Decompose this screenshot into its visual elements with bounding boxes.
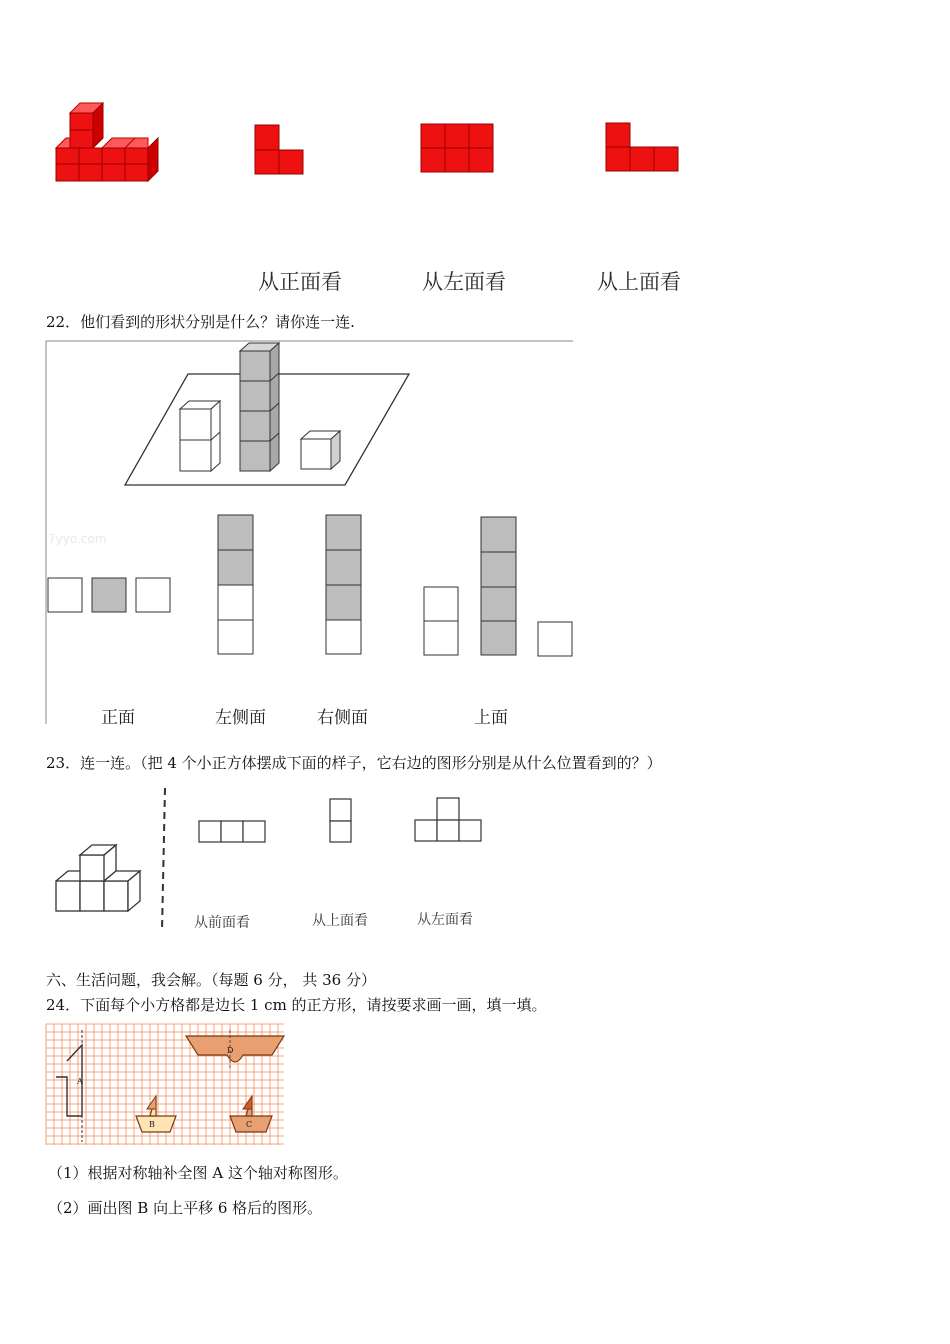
q23-label-front: 从前面看 (194, 915, 250, 931)
question-23-text: 23．连一连。（把 4 个小正方体摆成下面的样子，它右边的图形分别是从什么位置看到的？） (46, 754, 662, 772)
view-label-front: 从正面看 (258, 270, 342, 294)
grid-label-b: B (149, 1120, 155, 1129)
grid-label-c: C (246, 1120, 253, 1129)
q22-label-top: 上面 (474, 708, 508, 728)
view-label-top: 从上面看 (597, 270, 681, 294)
q22-label-right-side: 右侧面 (317, 708, 368, 728)
q23-label-left: 从左面看 (417, 912, 473, 928)
red-view-left (420, 123, 495, 175)
question-24-sub2: （2）画出图 B 向上平移 6 格后的图形。 (48, 1199, 323, 1217)
q22-watermark: 7yyo.com (48, 532, 107, 546)
q22-label-left-side: 左侧面 (215, 708, 266, 728)
red-view-top (605, 122, 681, 174)
q22-figure (45, 340, 575, 730)
question-24-text: 24．下面每个小方格都是边长 1 cm 的正方形，请按要求画一画，填一填。 (46, 996, 547, 1014)
grid-label-d: D (227, 1046, 234, 1055)
q23-label-top: 从上面看 (312, 913, 368, 929)
question-22-text: 22．他们看到的形状分别是什么？请你连一连. (46, 313, 355, 331)
grid-label-a: A (77, 1077, 83, 1086)
red-view-front (254, 124, 306, 176)
section-6-heading: 六、生活问题，我会解。（每题 6 分， 共 36 分） (46, 971, 376, 989)
view-label-left: 从左面看 (422, 270, 506, 294)
q24-grid-figure (46, 1024, 286, 1147)
red-cube-solid (50, 108, 155, 188)
q22-label-front: 正面 (101, 708, 135, 728)
question-24-sub1: （1）根据对称轴补全图 A 这个轴对称图形。 (48, 1164, 348, 1182)
